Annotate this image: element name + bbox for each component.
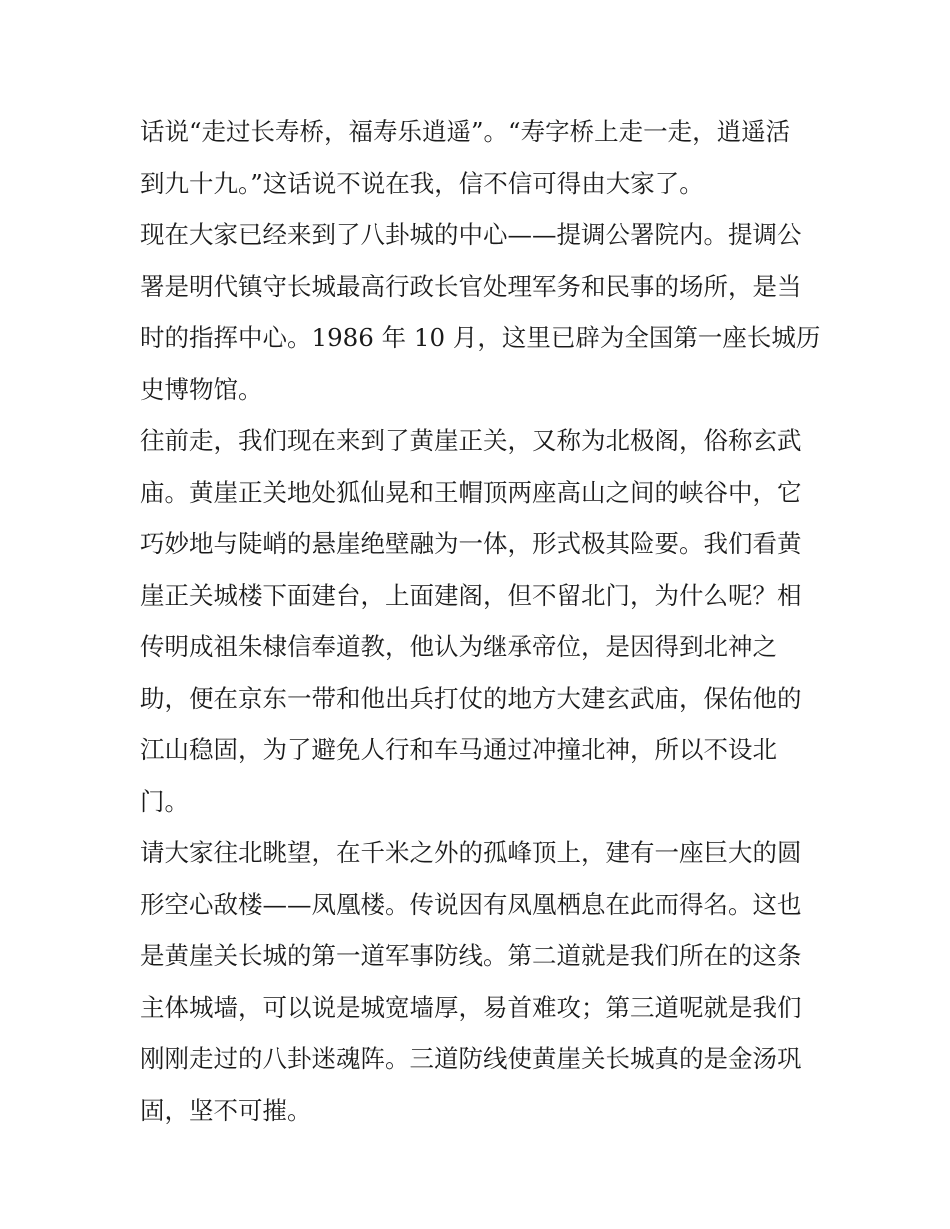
text-line: 署是明代镇守长城最高行政长官处理军务和民事的场所，是当: [140, 271, 802, 301]
text-line: 往前走，我们现在来到了黄崖正关，又称为北极阁，俗称玄武: [140, 426, 802, 455]
text-line: 助，便在京东一带和他出兵打仗的地方大建玄武庙，保佑他的: [140, 683, 802, 713]
text-line: 固，坚不可摧。: [140, 1095, 312, 1125]
text-line: 庙。黄崖正关地处狐仙晃和王帽顶两座高山之间的峡谷中，它: [140, 477, 802, 507]
text-line: 传明成祖朱棣信奉道教，他认为继承帝位，是因得到北神之: [140, 632, 777, 661]
text-line: 形空心敌楼——凤凰楼。传说因有凤凰栖息在此而得名。这也: [140, 889, 802, 919]
text-line: 门。: [140, 786, 189, 816]
text-line: 现在大家已经来到了八卦城的中心——提调公署院内。提调公: [140, 220, 802, 249]
document-body: [140, 106, 821, 1136]
paragraph-bagua-center: [140, 209, 821, 415]
text-line: 史博物馆。: [140, 374, 263, 404]
text-line: 江山稳固，为了避免人行和车马通过冲撞北神，所以不设北: [140, 735, 777, 764]
text-line: 请大家往北眺望，在千米之外的孤峰顶上，建有一座巨大的圆: [140, 838, 802, 867]
text-line: 时的指挥中心。1986 年 10 月，这里已辟为全国第一座长城历: [140, 323, 821, 352]
text-line: 刚刚走过的八卦迷魂阵。三道防线使黄崖关长城真的是金汤巩: [140, 1044, 802, 1073]
paragraph-huangya-pass: [140, 415, 816, 827]
paragraph-long-life-bridge: [140, 106, 816, 209]
text-line: 是黄崖关长城的第一道军事防线。第二道就是我们所在的这条: [140, 941, 802, 970]
text-line: 话说“走过长寿桥，福寿乐逍遥”。“寿字桥上走一走，逍遥活: [140, 117, 791, 146]
text-line: 崖正关城楼下面建台，上面建阁，但不留北门，为什么呢？相: [140, 580, 802, 610]
text-line: 主体城墙，可以说是城宽墙厚，易首难攻；第三道呢就是我们: [140, 992, 802, 1022]
text-line: 到九十九。”这话说不说在我，信不信可得由大家了。: [140, 168, 704, 198]
paragraph-phoenix-tower: [140, 827, 816, 1136]
text-line: 巧妙地与陡峭的悬崖绝壁融为一体，形式极其险要。我们看黄: [140, 529, 802, 558]
